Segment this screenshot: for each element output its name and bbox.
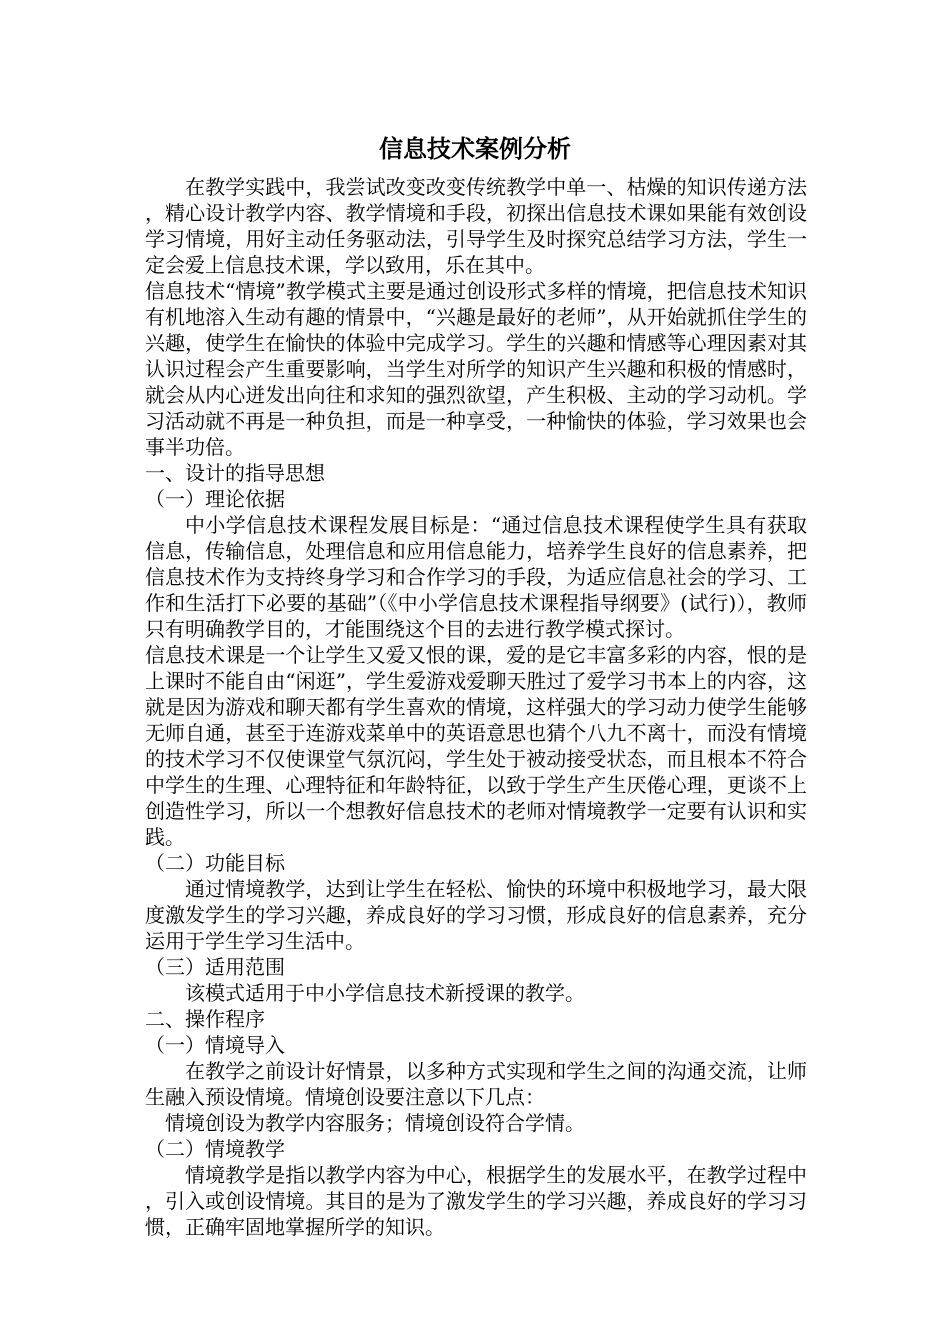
document-title: 信息技术案例分析 [379, 135, 571, 163]
subheading-scope: （三）适用范围 [145, 955, 285, 979]
paragraph-scenario-intro: 在教学之前设计好情景，以多种方式实现和学生之间的沟通交流，让师生融入预设情境。情境创设要注意以下几点： [145, 1059, 807, 1109]
paragraph-model-overview: 信息技术“情境”教学模式主要是通过创设形式多样的情境，把信息技术知识有机地溶入生动有趣的情景中，“兴趣是最好的老师”，从开始就抓住学生的兴趣，使学生在愉快的体验中完成学习。学生的兴趣和情感等心理因素对其认识过程会产生重要影响，当学生对所学的知识产生兴趣和积极的情感时，就会从内心迸发出向往和求知的强烈欲望，产生积极、主动的学习动机。学习活动就不再是一种负担，而是一种享受，一种愉快的体验，学习效果也会事半功倍。 [145, 279, 807, 459]
subheading-scenario-intro: （一）情境导入 [145, 1033, 285, 1057]
paragraph-love-hate: 信息技术课是一个让学生又爱又恨的课，爱的是它丰富多彩的内容，恨的是上课时不能自由“闲逛”，学生爱游戏爱聊天胜过了爱学习书本上的内容，这就是因为游戏和聊天都有学生喜欢的情境，这样强大的学习动力使学生能够无师自通，甚至于连游戏菜单中的英语意思也猜个八九不离十，而没有情境的技术学习不仅使课堂气氛沉闷，学生处于被动接受状态，而且根本不符合中学生的生理、心理特征和年龄特征，以致于学生产生厌倦心理，更谈不上创造性学习，所以一个想教好信息技术的老师对情境教学一定要有认识和实践。 [145, 643, 807, 849]
subheading-scenario-teaching: （二）情境教学 [145, 1137, 285, 1161]
heading-procedure: 二、操作程序 [145, 1007, 265, 1031]
paragraph-scope: 该模式适用于中小学信息技术新授课的教学。 [185, 981, 585, 1005]
paragraph-scenario-teaching: 情境教学是指以教学内容为中心，根据学生的发展水平，在教学过程中，引入或创设情境。其目的是为了激发学生的学习兴趣，养成良好的学习习惯，正确牢固地掌握所学的知识。 [145, 1163, 807, 1239]
paragraph-curriculum-goal: 中小学信息技术课程发展目标是：“通过信息技术课程使学生具有获取信息，传输信息，处理信息和应用信息能力，培养学生良好的信息素养，把信息技术作为支持终身学习和合作学习的手段，为适应信息社会的学习、工作和生活打下必要的基础”（《中小学信息技术课程指导纲要》(试行)），教师只有明确教学目的，才能围绕这个目的去进行教学模式探讨。 [145, 513, 807, 641]
heading-design-guidance: 一、设计的指导思想 [145, 461, 325, 485]
paragraph-scenario-points: 情境创设为教学内容服务；情境创设符合学情。 [165, 1111, 585, 1135]
paragraph-function-goal: 通过情境教学，达到让学生在轻松、愉快的环境中积极地学习，最大限度激发学生的学习兴趣，养成良好的学习习惯，形成良好的信息素养，充分运用于学生学习生活中。 [145, 877, 807, 953]
paragraph-intro: 在教学实践中，我尝试改变改变传统教学中单一、枯燥的知识传递方法，精心设计教学内容、教学情境和手段，初探出信息技术课如果能有效创设学习情境，用好主动任务驱动法，引导学生及时探究总结学习方法，学生一定会爱上信息技术课，学以致用，乐在其中。 [145, 175, 807, 277]
subheading-theory-basis: （一）理论依据 [145, 487, 285, 511]
document-body [145, 174, 807, 1240]
subheading-function-goal: （二）功能目标 [145, 851, 285, 875]
